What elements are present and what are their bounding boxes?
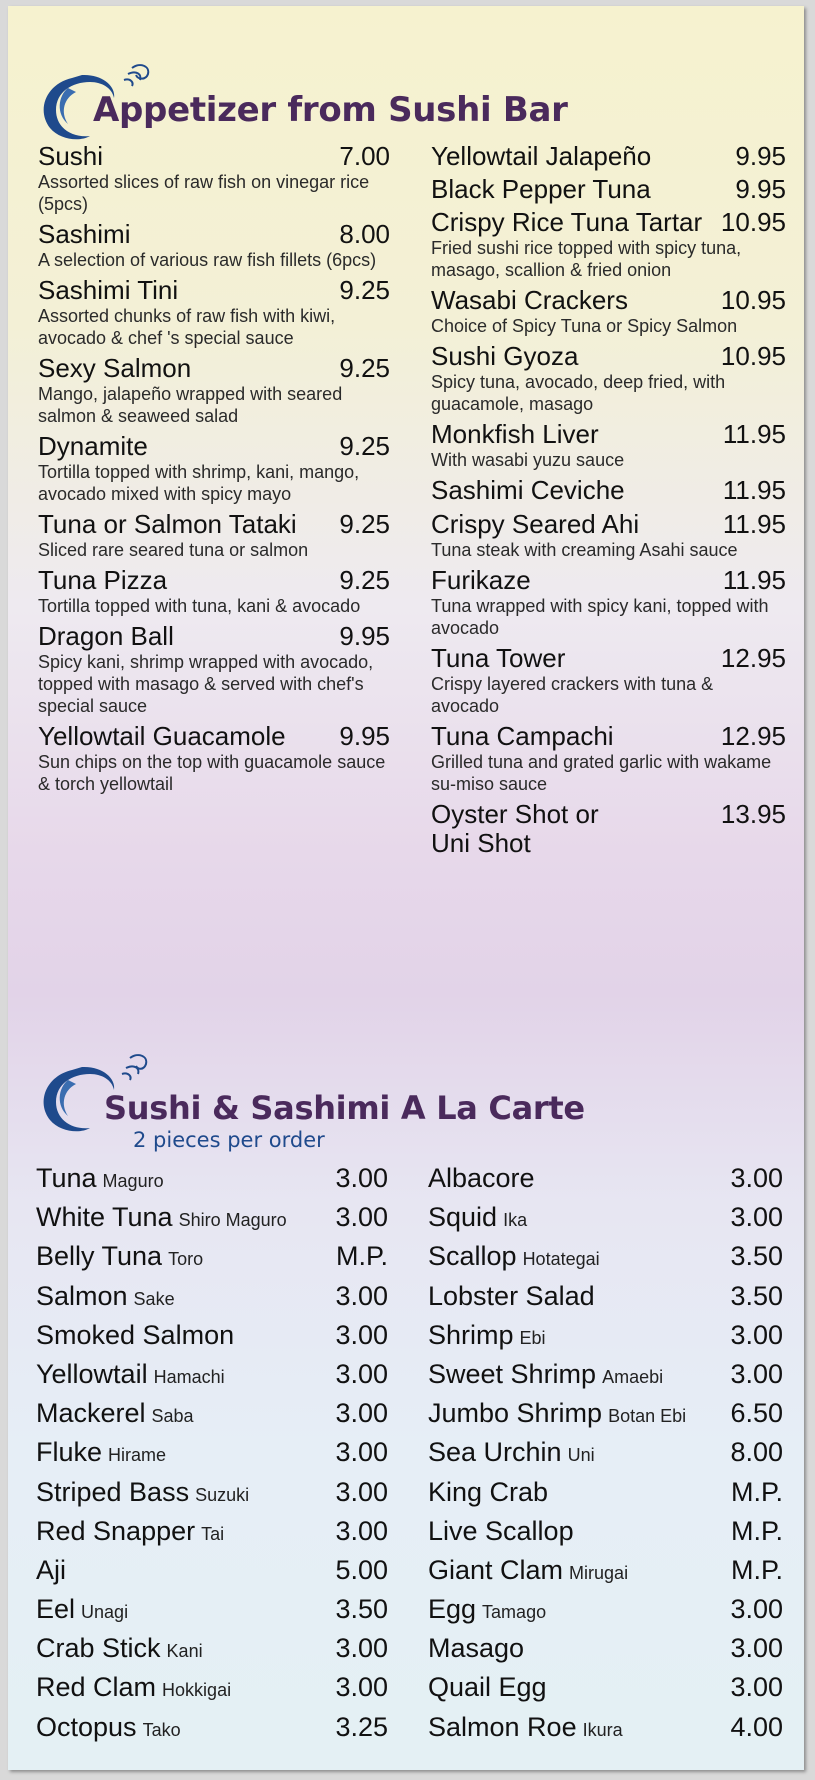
item-description: Fried sushi rice topped with spicy tuna, masago, scallion & fried onion [431,238,742,280]
item-name: Eel [36,1594,76,1625]
a-la-carte-item [428,1712,783,1751]
item-japanese-name: Shiro Maguro [178,1210,287,1231]
a-la-carte-item [36,1516,388,1555]
menu-item-row [38,220,390,249]
a-la-carte-item [428,1516,783,1555]
a-la-carte-name-group [428,1555,628,1586]
menu-item [38,432,390,505]
item-price: 3.00 [335,1280,388,1311]
item-japanese-name: Amaebi [602,1366,664,1387]
item-name: Oyster Shot or Uni Shot [431,799,599,858]
a-la-carte-name-group [36,1241,203,1272]
a-la-carte-item [36,1594,388,1633]
menu-item-row [38,432,390,461]
a-la-carte-item [36,1477,388,1516]
item-price: 11.95 [722,509,786,539]
menu-item [38,722,390,795]
item-price: 5.00 [335,1554,388,1585]
item-price: 9.25 [339,353,390,383]
item-description: Tuna steak with creaming Asahi sauce [431,540,738,560]
a-la-carte-name-group [36,1437,166,1468]
item-price: 3.00 [335,1672,388,1703]
item-description: Mango, jalapeño wrapped with seared salmon & seaweed salad [38,384,343,426]
item-name: Aji [36,1554,67,1585]
item-price: 4.00 [730,1711,783,1742]
menu-item [38,354,390,427]
item-name: Black Pepper Tuna [431,174,651,204]
a-la-carte-item [36,1320,388,1359]
item-price: 3.25 [335,1711,388,1742]
item-name: Sushi [38,141,104,171]
item-price: 9.25 [339,275,390,305]
a-la-carte-name-group [36,1398,194,1429]
a-la-carte-item [428,1163,783,1202]
menu-item [431,722,786,795]
item-name: Red Snapper [36,1515,196,1546]
item-name: Tuna [36,1163,97,1193]
item-name: Sashimi Tini [38,275,179,305]
a-la-carte-name-group [428,1712,623,1743]
item-price: 3.00 [335,1515,388,1546]
item-name: Salmon Roe [428,1711,577,1742]
item-japanese-name: Hamachi [153,1366,225,1387]
item-price: 10.95 [720,207,786,237]
item-japanese-name: Saba [151,1406,194,1427]
item-price: 3.00 [335,1202,388,1233]
item-price: M.P. [730,1554,783,1585]
menu-item-row [431,510,786,539]
item-name: Sashimi Ceviche [431,475,625,505]
menu-item [431,800,786,858]
a-la-carte-item [428,1241,783,1280]
item-description: Choice of Spicy Tuna or Spicy Salmon [431,316,738,336]
a-la-carte-item [36,1241,388,1280]
menu-item [431,175,786,204]
item-name: Giant Clam [428,1554,564,1585]
menu-item [431,566,786,639]
item-name: Lobster Salad [428,1280,595,1311]
a-la-carte-name-group [36,1202,287,1233]
item-price: 11.95 [722,419,786,449]
menu-item [38,276,390,349]
menu-item-row [431,342,786,371]
a-la-carte-item [428,1359,783,1398]
menu-item [431,208,786,281]
item-name: Egg [428,1594,477,1625]
item-name: Monkfish Liver [431,419,599,449]
a-la-carte-name-group [36,1281,175,1312]
a-la-carte-item [36,1437,388,1476]
item-price: 3.00 [335,1163,388,1193]
a-la-carte-name-group [428,1594,546,1625]
item-description: A selection of various raw fish fillets (6pcs) [38,250,377,270]
item-price: 3.00 [730,1319,783,1350]
item-name: Crispy Seared Ahi [431,509,640,539]
item-price: M.P. [730,1476,783,1507]
item-name: Yellowtail Guacamole [38,721,286,751]
item-price: 3.00 [730,1672,783,1703]
menu-item-row [38,722,390,751]
a-la-carte-name-group [428,1477,548,1508]
menu-item-row [431,175,786,204]
item-price: 13.95 [720,799,786,829]
item-japanese-name: Ika [503,1210,528,1231]
item-description: Sliced rare seared tuna or salmon [38,540,309,560]
item-price: 12.95 [720,721,786,751]
a-la-carte-item [36,1163,388,1202]
menu-item-row [431,722,786,751]
item-name: Sushi Gyoza [431,341,579,371]
item-japanese-name: Tamago [482,1602,547,1623]
item-price: 7.00 [339,141,390,171]
item-description: Crispy layered crackers with tuna & avocado [431,674,714,716]
item-price: 12.95 [720,643,786,673]
item-name: Quail Egg [428,1672,547,1703]
menu-item [431,644,786,717]
appetizer-title: Appetizer from Sushi Bar [93,90,568,130]
menu-item-row [431,142,786,171]
menu-item [38,510,390,561]
item-name: Crispy Rice Tuna Tartar [431,207,703,237]
menu-item-row [431,800,786,858]
item-japanese-name: Suzuki [195,1484,250,1505]
menu-item-row [38,354,390,383]
menu-item-row [38,622,390,651]
item-price: 3.00 [730,1202,783,1233]
a-la-carte-item [428,1672,783,1711]
item-price: M.P. [335,1241,388,1272]
menu-item-row [431,476,786,505]
a-la-carte-name-group [428,1437,595,1468]
item-price: 3.00 [335,1319,388,1350]
item-name: Live Scallop [428,1515,574,1546]
menu-item-row [38,566,390,595]
item-japanese-name: Ikura [582,1719,623,1740]
a-la-carte-name-group [36,1163,164,1194]
item-price: 9.25 [339,565,390,595]
menu-item-row [38,276,390,305]
item-price: 3.00 [335,1358,388,1389]
a-la-carte-item [36,1555,388,1594]
a-la-carte-name-group [428,1672,547,1703]
item-description: With wasabi yuzu sauce [431,450,625,470]
item-name: Yellowtail [36,1358,148,1389]
item-name: Mackerel [36,1398,146,1429]
a-la-carte-item [36,1633,388,1672]
a-la-carte-name-group [428,1516,574,1547]
item-price: 3.00 [730,1594,783,1625]
item-name: Wasabi Crackers [431,285,628,315]
item-japanese-name: Hokkigai [162,1680,232,1701]
a-la-carte-name-group [428,1398,686,1429]
menu-item-row [431,286,786,315]
item-name: Albacore [428,1163,535,1193]
item-description: Spicy kani, shrimp wrapped with avocado, topped with masago & served with chef's special sauce [38,652,374,716]
a-la-carte-name-group [36,1555,66,1586]
item-description: Assorted chunks of raw fish with kiwi, avocado & chef 's special sauce [38,306,336,348]
a-la-carte-name-group [428,1202,527,1233]
item-price: 8.00 [730,1437,783,1468]
menu-item [38,622,390,717]
item-price: 10.95 [720,341,786,371]
item-japanese-name: Toro [168,1249,204,1270]
a-la-carte-name-group [36,1516,224,1547]
item-name: Salmon [36,1280,128,1311]
a-la-carte-name-group [36,1594,128,1625]
item-name: Tuna Tower [431,643,566,673]
item-name: Dragon Ball [38,621,174,651]
menu-item [431,476,786,505]
item-price: 3.00 [335,1633,388,1664]
item-description: Spicy tuna, avocado, deep fried, with guacamole, masago [431,372,726,414]
item-japanese-name: Ebi [519,1327,546,1348]
item-japanese-name: Hotategai [522,1249,600,1270]
item-japanese-name: Tako [142,1719,181,1740]
item-name: Smoked Salmon [36,1319,235,1350]
item-price: 3.00 [335,1398,388,1429]
item-japanese-name: Sake [133,1288,175,1309]
menu-item-row [38,510,390,539]
item-japanese-name: Kani [166,1641,203,1662]
item-name: Dynamite [38,431,148,461]
item-price: M.P. [730,1515,783,1546]
item-description: Tortilla topped with shrimp, kani, mango, avocado mixed with spicy mayo [38,462,360,504]
a-la-carte-item [428,1398,783,1437]
a-la-carte-item [428,1320,783,1359]
item-name: Yellowtail Jalapeño [431,141,652,171]
item-name: Squid [428,1202,498,1233]
menu-item [38,142,390,215]
item-price: 10.95 [720,285,786,315]
menu-item [431,342,786,415]
item-name: Masago [428,1633,525,1664]
menu-item [431,142,786,171]
a-la-carte-name-group [428,1163,535,1194]
item-price: 3.00 [730,1358,783,1389]
a-la-carte-name-group [428,1359,663,1390]
item-name: Octopus [36,1711,137,1742]
item-name: Striped Bass [36,1476,190,1507]
item-price: 3.00 [730,1163,783,1193]
item-price: 3.00 [335,1476,388,1507]
item-name: Tuna Campachi [431,721,614,751]
item-name: Furikaze [431,565,531,595]
a-la-carte-item [428,1594,783,1633]
item-name: Tuna Pizza [38,565,168,595]
menu-item-row [431,420,786,449]
a-la-carte-item [428,1281,783,1320]
appetizer-right-column [431,142,786,858]
alacarte-subtitle: 2 pieces per order [133,1128,325,1152]
item-name: Shrimp [428,1319,514,1350]
a-la-carte-name-group [428,1241,600,1272]
a-la-carte-item [36,1672,388,1711]
menu-item-row [431,208,786,237]
item-japanese-name: Tai [201,1523,225,1544]
appetizer-left-column [38,142,390,795]
item-name: Tuna or Salmon Tataki [38,509,297,539]
item-name: Crab Stick [36,1633,161,1664]
menu-item-row [431,566,786,595]
item-japanese-name: Maguro [102,1171,164,1191]
item-name: White Tuna [36,1202,173,1233]
item-price: 3.50 [730,1241,783,1272]
a-la-carte-name-group [36,1359,225,1390]
item-japanese-name: Uni [567,1445,595,1466]
item-price: 3.50 [730,1280,783,1311]
menu-item [38,220,390,271]
item-price: 9.25 [339,509,390,539]
item-price: 9.95 [735,174,786,204]
item-name: Sea Urchin [428,1437,562,1468]
a-la-carte-item [428,1633,783,1672]
a-la-carte-name-group [36,1712,181,1743]
a-la-carte-item [36,1359,388,1398]
item-japanese-name: Mirugai [569,1562,629,1583]
item-name: Sexy Salmon [38,353,192,383]
item-name: Sashimi [38,219,131,249]
item-name: Fluke [36,1437,103,1468]
item-japanese-name: Botan Ebi [608,1406,687,1427]
item-price: 9.95 [339,721,390,751]
alacarte-right-column [428,1163,783,1751]
a-la-carte-item [36,1398,388,1437]
item-name: King Crab [428,1476,549,1507]
menu-item-row [38,142,390,171]
a-la-carte-item [428,1437,783,1476]
a-la-carte-item [36,1712,388,1751]
item-name: Scallop [428,1241,517,1272]
alacarte-left-column [36,1163,388,1751]
item-japanese-name: Unagi [81,1602,129,1623]
item-description: Assorted slices of raw fish on vinegar rice (5pcs) [38,172,370,214]
a-la-carte-name-group [36,1320,234,1351]
item-price: 11.95 [722,565,786,595]
item-price: 3.50 [335,1594,388,1625]
item-name: Red Clam [36,1672,157,1703]
item-description: Sun chips on the top with guacamole sauce & torch yellowtail [38,752,386,794]
item-price: 3.00 [335,1437,388,1468]
menu-item [38,566,390,617]
a-la-carte-name-group [428,1281,595,1312]
a-la-carte-name-group [36,1672,231,1703]
item-price: 6.50 [730,1398,783,1429]
a-la-carte-name-group [428,1633,524,1664]
menu-item-row [431,644,786,673]
menu-item [431,510,786,561]
a-la-carte-item [428,1202,783,1241]
a-la-carte-name-group [36,1633,203,1664]
item-description: Tuna wrapped with spicy kani, topped with avocado [431,596,769,638]
a-la-carte-item [36,1281,388,1320]
menu-item [431,286,786,337]
item-price: 9.95 [339,621,390,651]
item-name: Jumbo Shrimp [428,1398,603,1429]
a-la-carte-item [428,1477,783,1516]
item-price: 8.00 [339,219,390,249]
item-price: 3.00 [730,1633,783,1664]
item-price: 9.25 [339,431,390,461]
menu-item [431,420,786,471]
menu-page [8,6,804,1770]
item-description: Tortilla topped with tuna, kani & avocado [38,596,361,616]
item-name: Sweet Shrimp [428,1358,597,1389]
a-la-carte-item [428,1555,783,1594]
a-la-carte-item [36,1202,388,1241]
item-description: Grilled tuna and grated garlic with wakame su-miso sauce [431,752,772,794]
a-la-carte-name-group [428,1320,546,1351]
a-la-carte-name-group [36,1477,249,1508]
item-price: 11.95 [722,475,786,505]
item-japanese-name: Hirame [108,1445,167,1466]
item-price: 9.95 [735,141,786,171]
alacarte-title: Sushi & Sashimi A La Carte [104,1089,585,1127]
item-name: Belly Tuna [36,1241,163,1272]
